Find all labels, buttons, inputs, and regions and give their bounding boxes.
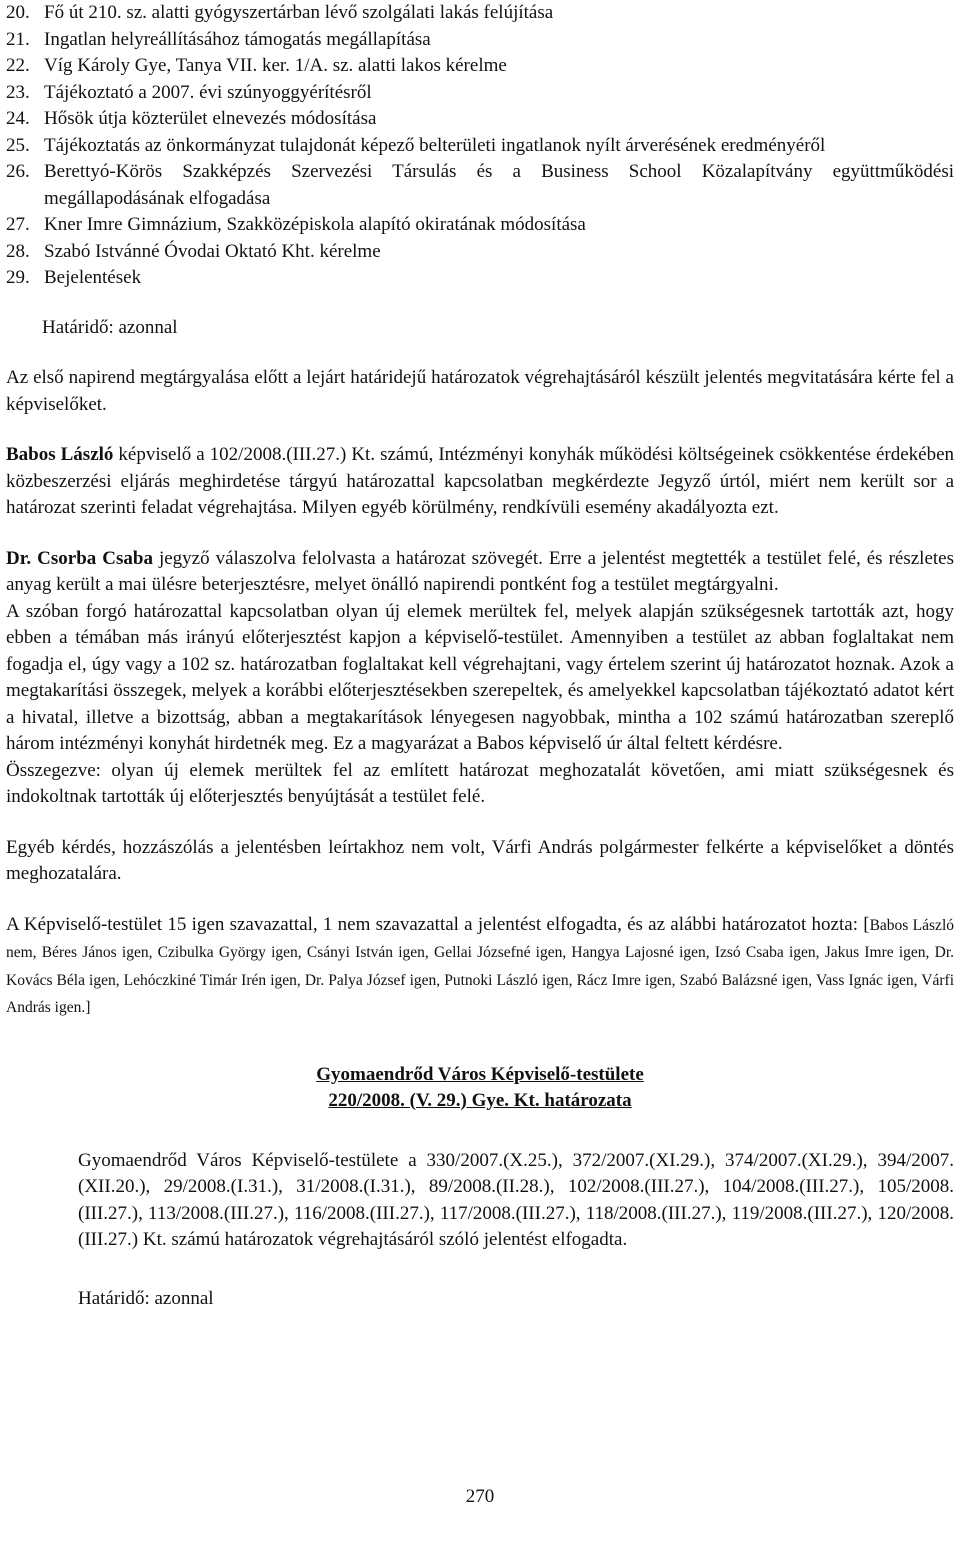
resolution-body: Gyomaendrőd Város Képviselő-testülete a 330/2007.(X.25.), 372/2007.(XI.29.), 374/2007.(XI.29.), 394/2007.(XII.20.), 29/2008.(I.31.), 31/2008.(I.31.), 89/2008.(II.28.), 102/2008.(III.27.), 104/2008.(III.27.), 105/2008.(III.27.), 113/2008.(III.27.), 116/2008.(III.27.), 117/2008.(III.27.), 118/2008.(III.27.), 119/2008.(III.27.), 120/2008.(III.27.) Kt. számú határozatok végrehajtásáról szóló jelentést elfogadta. xyxy=(78,1149,954,1250)
agenda-number: 26. xyxy=(6,161,30,182)
paragraph-new-elements: A szóban forgó határozattal kapcsolatban olyan új elemek merültek fel, melyek alapján szükségesnek tartották azt, hogy ebben a témában más irányú előterjesztést kapjon a képviselő-testület. Amennyiben a testület az abban foglaltakat nem fogadja el, úgy vagy a 102 sz. határozatban foglaltakat kell végrehajtani, vagy értelem szerint új határozatot hoznak. Azok a megtakarítási összegek, melyek a korábbi előterjesztésekben szerepeltek, és amelyekkel kapcsolatban tájékoztató adatot kért a hivatal, illetve a bizottság, abban a megtakarítások lényegesen nagyobbak, mintha a 102 számú határozatban szereplő három intézményi konyhát hirdetnék meg. Ez a magyarázat a Babos képviselő úr által feltett kérdésre. xyxy=(6,600,954,754)
agenda-item xyxy=(6,80,954,107)
agenda-text: Fő út 210. sz. alatti gyógyszertárban lévő szolgálati lakás felújítása xyxy=(44,2,554,23)
resolution-heading-line2: 220/2008. (V. 29.) Gye. Kt. határozata xyxy=(328,1089,632,1111)
speaker-name: Babos László xyxy=(6,444,114,465)
agenda-text: Bejelentések xyxy=(44,267,142,288)
agenda-number: 25. xyxy=(6,134,30,156)
agenda-text: Kner Imre Gimnázium, Szakközépiskola alapító okiratának módosítása xyxy=(44,214,586,235)
agenda-number: 27. xyxy=(6,214,30,235)
vote-names: Babos László nem, Béres János igen, Czibulka György igen, Csányi István igen, Gellai Józsefné igen, Hangya Lajosné igen, Izsó Csaba igen, Jakus Imre igen, Dr. Kovács Béla igen, Lehóczkiné Timár Irén igen, Dr. Palya József igen, Putnoki László igen, Rácz Imre igen, Szabó Balázsné igen, Vass Ignác igen, Várfi András igen.] xyxy=(6,916,954,1016)
resolution-deadline: Határidő: azonnal xyxy=(78,1287,214,1309)
paragraph-summary: Összegezve: olyan új elemek merültek fel az említett határozat meghozatalát követően, ami miatt szükségesnek és indokoltnak tartották új előterjesztés benyújtását a testület felé. xyxy=(6,759,954,807)
vote-main: A Képviselő-testület 15 igen szavazattal, 1 nem szavazattal a jelentést elfogadta, és az alábbi határozatot hozta: [ xyxy=(6,913,870,935)
agenda-item xyxy=(6,265,954,292)
agenda-text: Hősök útja közterület elnevezés módosítása xyxy=(44,108,377,129)
agenda-text: Ingatlan helyreállításához támogatás megállapítása xyxy=(44,28,431,50)
speaker-name: Dr. Csorba Csaba xyxy=(6,547,153,569)
paragraph-no-questions: Egyéb kérdés, hozzászólás a jelentésben leírtakhoz nem volt, Várfi András polgármester felkérte a képviselőket a döntés meghozatalára. xyxy=(6,836,954,884)
agenda-item xyxy=(6,133,954,160)
paragraph-first-item: Az első napirend megtárgyalása előtt a lejárt határidejű határozatok végrehajtásáról készült jelentés megvitatására kérte fel a képviselőket. xyxy=(6,367,954,415)
agenda-text: Berettyó-Körös Szakképzés Szervezési Társulás és a Business School Közalapítvány együttműködési megállapodásának elfogadása xyxy=(44,161,954,209)
speaker-text: jegyző válaszolva felolvasta a határozat szövegét. Erre a jelentést megtették a testület felé, és részletes anyag került a mai ülésre beterjesztésre, melyet önálló napirendi pontként fog a testület megtárgyalni. xyxy=(6,547,954,595)
agenda-item xyxy=(6,53,954,80)
agenda-text: Tájékoztató a 2007. évi szúnyoggyérítésről xyxy=(44,81,372,103)
paragraph-babos xyxy=(6,442,954,522)
agenda-item xyxy=(6,106,954,133)
agenda-item xyxy=(6,159,954,212)
speaker-text: képviselő a 102/2008.(III.27.) Kt. számú, Intézményi konyhák működési költségeinek csökkentése érdekében közbeszerzési eljárás meghirdetése tárgyú határozattal kapcsolatban megkérdezte Jegyző úrtól, miért nem került sor a határozat szerinti feladat végrehajtása. Milyen egyéb körülmény, rendkívüli esemény akadályozta ezt. xyxy=(6,444,955,518)
agenda-number: 20. xyxy=(6,2,30,23)
agenda-item xyxy=(6,27,954,54)
resolution-heading xyxy=(6,1062,954,1114)
agenda-text: Víg Károly Gye, Tanya VII. ker. 1/A. sz. alatti lakos kérelme xyxy=(44,55,507,76)
paragraph-csorba xyxy=(6,546,954,599)
resolution-heading-line1: Gyomaendrőd Város Képviselő-testülete xyxy=(316,1063,644,1085)
agenda-item xyxy=(6,0,954,27)
agenda-text: Szabó Istvánné Óvodai Oktató Kht. kérelme xyxy=(44,240,381,262)
agenda-number: 24. xyxy=(6,108,30,129)
agenda-number: 21. xyxy=(6,28,30,50)
paragraph-vote xyxy=(6,912,954,1022)
agenda-item xyxy=(6,239,954,266)
agenda-item xyxy=(6,212,954,239)
agenda-number: 22. xyxy=(6,55,30,76)
agenda-number: 28. xyxy=(6,240,30,262)
agenda-text: Tájékoztatás az önkormányzat tulajdonát képező belterületi ingatlanok nyílt árverésének eredményéről xyxy=(44,134,826,156)
agenda-number: 23. xyxy=(6,81,30,103)
agenda-number: 29. xyxy=(6,267,30,288)
agenda-list xyxy=(6,0,954,292)
deadline-first: Határidő: azonnal xyxy=(42,316,178,338)
document-page xyxy=(6,0,954,1312)
page-number: 270 xyxy=(465,1486,495,1507)
